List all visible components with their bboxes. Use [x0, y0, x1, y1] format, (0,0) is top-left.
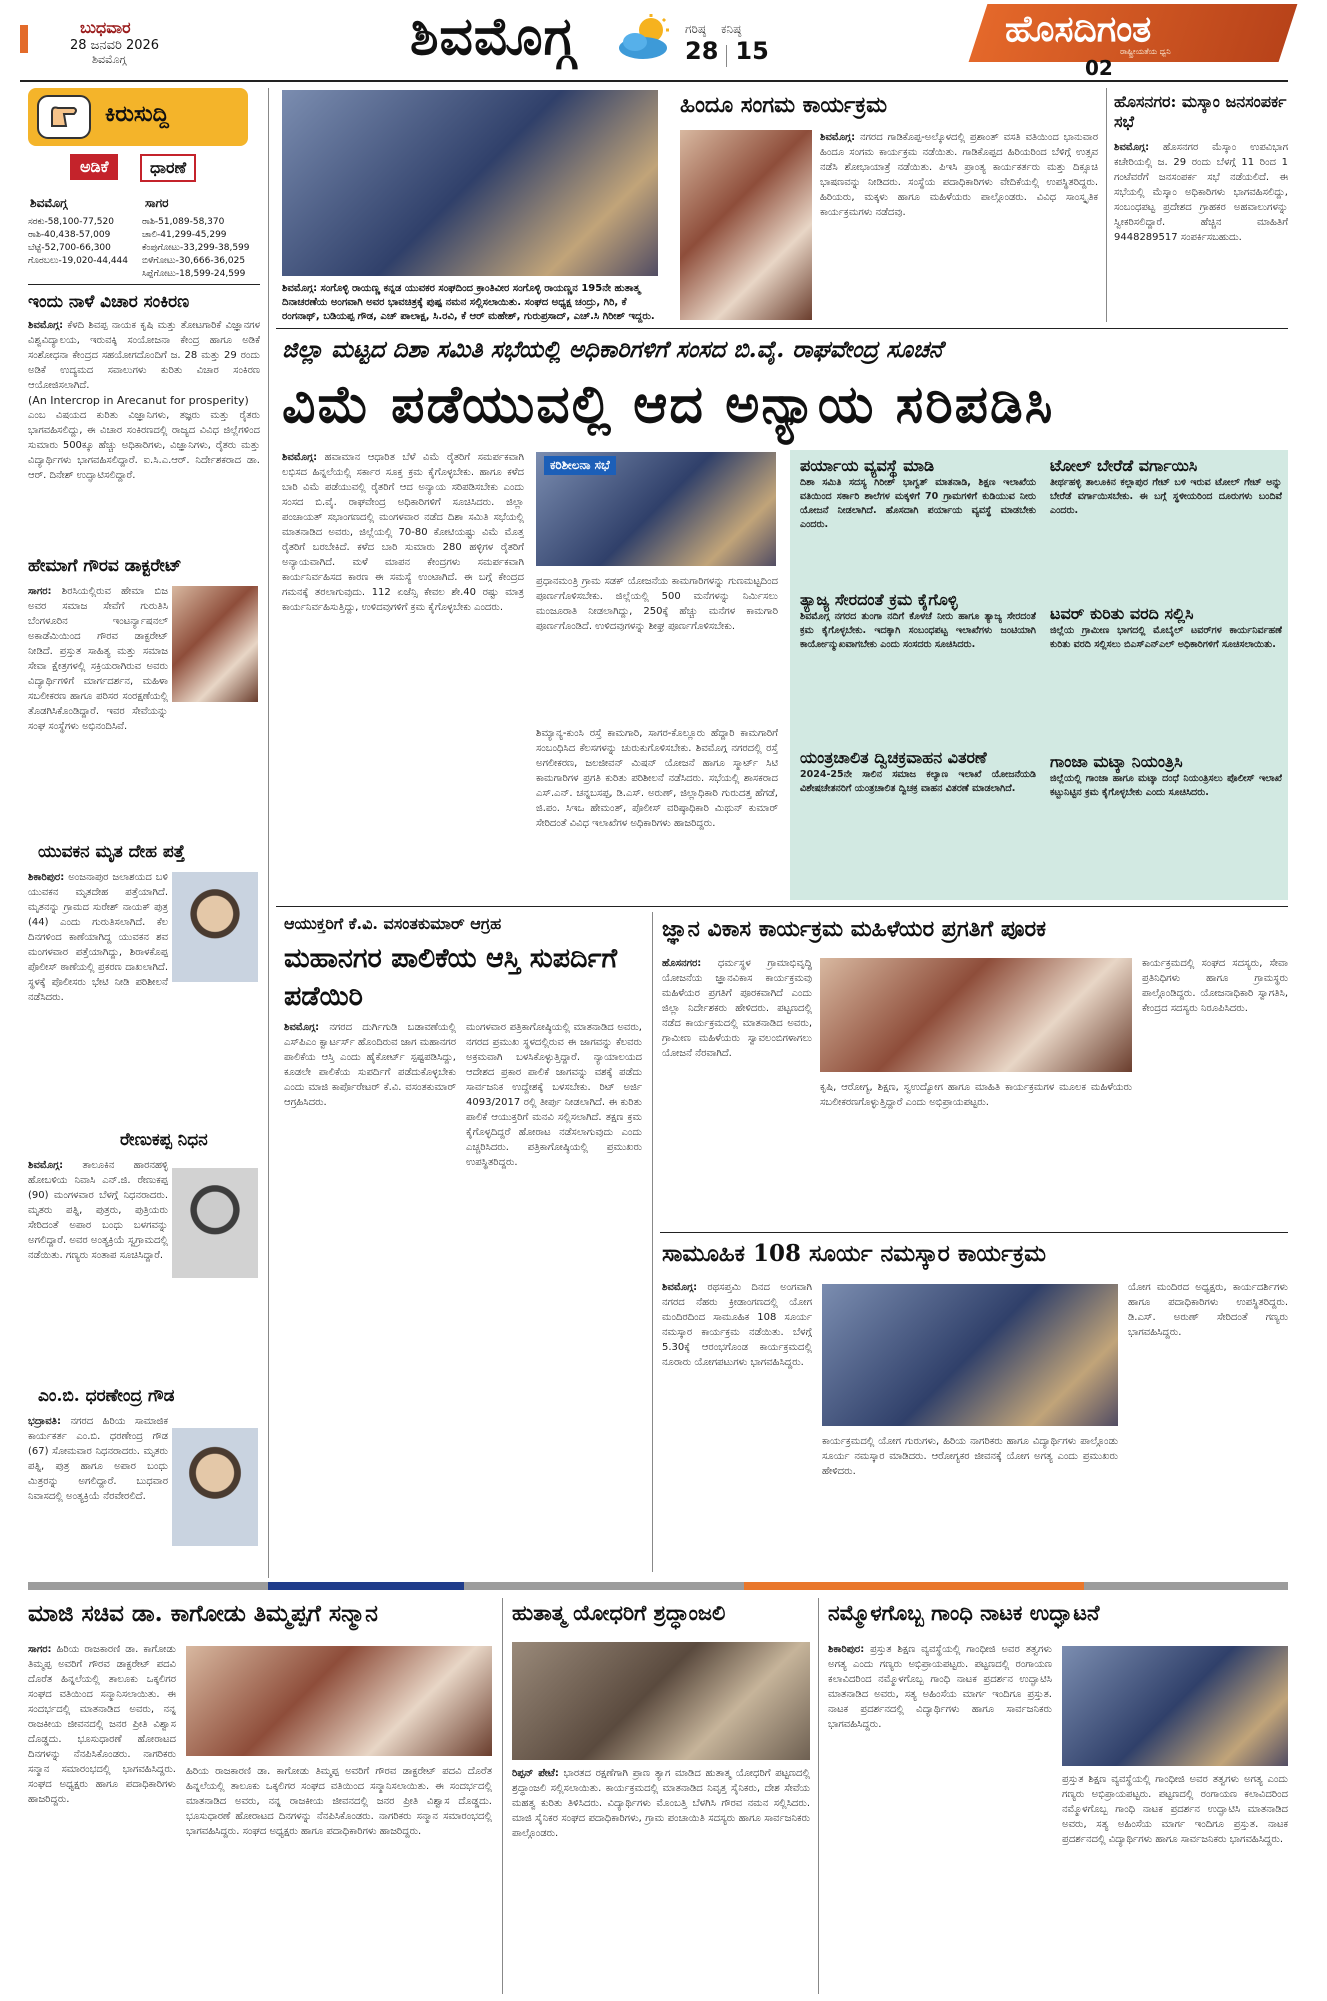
sidebar-head: ತ್ಯಾಜ್ಯ ಸೇರದಂತೆ ಕ್ರಮ ಕೈಗೊಳ್ಳಿ: [800, 590, 958, 609]
story-byline: ಶಿಕಾರಿಪುರ:: [28, 872, 65, 883]
story-text: ಕೃಷಿ, ಆರೋಗ್ಯ, ಶಿಕ್ಷಣ, ಸ್ವಉದ್ಯೋಗ ಹಾಗೂ ಮಾಹಿತಿ ಕಾರ್ಯಕ್ರಮಗಳ ಮೂಲಕ ಮಹಿಳೆಯರು ಸಬಲೀಕರಣಗೊಳ್ಳುತ್ತಿದ್ದಾರೆ ಎಂದು ಅಭಿಪ್ರಾಯಪಟ್ಟರು.: [820, 1082, 1132, 1108]
story-text: ಕಾರ್ಯಕ್ರಮದಲ್ಲಿ ಸಂಘದ ಸದಸ್ಯರು, ಸೇವಾ ಪ್ರತಿನಿಧಿಗಳು ಹಾಗೂ ಗ್ರಾಮಸ್ಥರು ಪಾಲ್ಗೊಂಡಿದ್ದರು. ಯೋಜನಾಧಿಕಾರಿ ಸ್ವಾಗತಿಸಿ, ಕೇಂದ್ರದ ಸದಸ್ಯರು ನಿರೂಪಿಸಿದರು.: [1142, 958, 1288, 1014]
story-byline: ಶಿವಮೊಗ್ಗ:: [28, 320, 64, 331]
story-kicker: ಆಯುಕ್ತರಿಗೆ ಕೆ.ವಿ. ವಸಂತಕುಮಾರ್ ಆಗ್ರಹ: [284, 914, 502, 933]
market-row: ಸರಕು-58,100-77,520: [28, 217, 114, 227]
column-rule: [652, 912, 653, 1572]
market-row: ಬೆಟ್ಟೆ-52,700-66,300: [28, 243, 111, 253]
meeting-banner: ಕರಿಶೀಲನಾ ಸಭೆ: [544, 456, 616, 475]
portrait-photo: [172, 872, 258, 982]
areca-price-label-1: ಅಡಿಕೆ: [70, 154, 118, 180]
story-body-col-1: [662, 956, 812, 1226]
separator-bar: [464, 1582, 744, 1590]
story-english-title: (An Intercrop in Arecanut for prosperity): [28, 394, 249, 407]
story-head: ಹಿಂದೂ ಸಂಗಮ ಕಾರ್ಯಕ್ರಮ: [680, 92, 888, 118]
page-number: 02: [1085, 56, 1113, 80]
story-text: ಯೋಗ ಮಂದಿರದ ಅಧ್ಯಕ್ಷರು, ಕಾರ್ಯದರ್ಶಿಗಳು ಹಾಗೂ ಪದಾಧಿಕಾರಿಗಳು ಉಪಸ್ಥಿತರಿದ್ದರು. ಡಿ.ಎಸ್. ಅರುಣ್ ಸೇರಿದಂತೆ ಗಣ್ಯರು ಭಾಗವಹಿಸಿದ್ದರು.: [1128, 1282, 1288, 1338]
separator-bar: [744, 1582, 1084, 1590]
story-text: ನಗರದ ಹಿರಿಯ ಸಾಮಾಜಿಕ ಕಾರ್ಯಕರ್ತ ಎಂ.ಬಿ. ಧರಣೇಂದ್ರ ಗೌಡ (67) ಸೋಮವಾರ ನಿಧನರಾದರು. ಮೃತರು ಪತ್ನಿ, ಪುತ್ರ ಹಾಗೂ ಅಪಾರ ಬಂಧು ಮಿತ್ರರನ್ನು ಅಗಲಿದ್ದಾರೆ. ಬುಧವಾರ ನಿವಾಸದಲ್ಲಿ ಅಂತ್ಯಕ್ರಿಯೆ ನೆರವೇರಲಿದೆ.: [28, 1416, 168, 1502]
story-body-col-1: [828, 1642, 1052, 1994]
sidebar-text: 2024-25ನೇ ಸಾಲಿನ ಸಮಾಜ ಕಲ್ಯಾಣ ಇಲಾಖೆ ಯೋಜನೆಯಡಿ ವಿಶೇಷಚೇತನರಿಗೆ ಯಂತ್ರಚಾಲಿತ ದ್ವಿಚಕ್ರ ವಾಹನ ವಿತರಣೆ ಮಾಡಲಾಗಿದೆ.: [800, 769, 1036, 794]
sidebar-col-1: [800, 456, 1036, 858]
sidebar-text: ಜಿಲ್ಲೆಯ ಗ್ರಾಮೀಣ ಭಾಗದಲ್ಲಿ ಮೊಬೈಲ್ ಟವರ್‌ಗಳ ಕಾರ್ಯನಿರ್ವಹಣೆ ಕುರಿತು ವರದಿ ಸಲ್ಲಿಸಲು ಬಿಎಸ್ಎನ್ಎಲ್ ಅಧಿಕಾರಿಗಳಿಗೆ ಸೂಚಿಸಲಾಯಿತು.: [1050, 625, 1282, 650]
story-text: ಈ ಕುರಿತು ಪಾಲಿಕೆ ಆಯುಕ್ತರಿಗೆ ಮನವಿ ಸಲ್ಲಿಸಲಾಗಿದೆ. ತಕ್ಷಣ ಕ್ರಮ ಕೈಗೊಳ್ಳದಿದ್ದರೆ ಹೋರಾಟ ನಡೆಸಲಾಗುವುದು ಎಂದು ಎಚ್ಚರಿಸಿದರು. ಪತ್ರಿಕಾಗೋಷ್ಠಿಯಲ್ಲಿ ಪ್ರಮುಖರು ಉಪಸ್ಥಿತರಿದ್ದರು.: [466, 1097, 642, 1168]
separator-bar: [1084, 1582, 1288, 1590]
story-text: ಮಂಗಳವಾರ ಪತ್ರಿಕಾಗೋಷ್ಠಿಯಲ್ಲಿ ಮಾತನಾಡಿದ ಅವರು, ನಗರದ ಪ್ರಮುಖ ಸ್ಥಳದಲ್ಲಿರುವ ಈ ಜಾಗವನ್ನು ಕೆಲವರು ಅಕ್ರಮವಾಗಿ ಬಳಸಿಕೊಳ್ಳುತ್ತಿದ್ದಾರೆ. ನ್ಯಾಯಾಲಯದ ಆದೇಶದ ಪ್ರಕಾರ ಪಾಲಿಕೆ ಜಾಗವನ್ನು ವಶಕ್ಕೆ ಪಡೆದು ಸಾರ್ವಜನಿಕ ಉದ್ದೇಶಕ್ಕೆ ಬಳಸಬೇಕು. ರಿಟ್ ಅರ್ಜಿ 4093/2017 ರಲ್ಲಿ ತೀರ್ಪು ನೀಡಲಾಗಿದೆ.: [466, 1022, 642, 1108]
market-row: ಕೆಂಪುಗೋಟು-33,299-38,599: [142, 243, 250, 253]
sidebar-head: ಗಾಂಜಾ ಮಟ್ಕಾ ನಿಯಂತ್ರಿಸಿ: [1050, 752, 1183, 771]
divider: [276, 328, 1288, 329]
story-body-col-2: [820, 1080, 1132, 1226]
story-head: ಮಹಾನಗರ ಪಾಲಿಕೆಯ ಆಸ್ತಿ ಸುಪರ್ದಿಗೆ ಪಡೆಯಿರಿ: [284, 943, 618, 1012]
story-text: ನಗರದ ಗಾಡಿಕೊಪ್ಪ-ಅಲ್ಕೊಳದಲ್ಲಿ ಪ್ರಶಾಂತ್ ವಸತಿ ವತಿಯಿಂದ ಭಾನುವಾರ ಹಿಂದೂ ಸಂಗಮ ಕಾರ್ಯಕ್ರಮ ನಡೆಯಿತು. ಗಾಡಿಕೊಪ್ಪದ ಹಿರಿಯರಿಂದ ಬೆಳಿಗ್ಗೆ ಉತ್ಸವ ನಡೆಸಿ ಶೋಭಾಯಾತ್ರೆ ನಡೆಯಿತು. ಪಿಇಸಿ ಪ್ರಾಂತ್ಯ ಕಾರ್ಯಕರ್ತರು ಮತ್ತು ದಿಕ್ಸೂಚಿ ಭಾಷಣವನ್ನು ನೀಡಿದರು. ಸಂಸ್ಥೆಯ ಪದಾಧಿಕಾರಿಗಳು ವೇದಿಕೆಯಲ್ಲಿ ಉಪಸ್ಥಿತರಿದ್ದರು. ಹಿರಿಯರು, ಮಕ್ಕಳು ಹಾಗೂ ಮಹಿಳೆಯರು ಪಾಲ್ಗೊಂಡರು. ವಿವಿಧ ಸಾಂಸ್ಕೃತಿಕ ಕಾರ್ಯಕ್ರಮಗಳು ನಡೆದವು.: [820, 132, 1098, 218]
surya-namaskara-photo: [822, 1284, 1118, 1426]
story-text: ರಥಸಪ್ತಮಿ ದಿನದ ಅಂಗವಾಗಿ ನಗರದ ನೆಹರು ಕ್ರೀಡಾಂಗಣದಲ್ಲಿ ಯೋಗ ಮಂದಿರದಿಂದ ಸಾಮೂಹಿಕ 108 ಸೂರ್ಯ ನಮಸ್ಕಾರ ಕಾರ್ಯಕ್ರಮ ನಡೆಯಿತು. ಬೆಳಗ್ಗೆ 5.30ಕ್ಕೆ ಆರಂಭಗೊಂಡ ಕಾರ್ಯಕ್ರಮದಲ್ಲಿ ನೂರಾರು ಯೋಗಪಟುಗಳು ಭಾಗವಹಿಸಿದ್ದರು.: [662, 1282, 812, 1368]
story-head: ಇಂದು ನಾಳೆ ವಿಚಾರ ಸಂಕಿರಣ: [28, 292, 190, 312]
header-date: 28 ಜನವರಿ 2026: [70, 38, 160, 53]
story-byline: ಸಾಗರ:: [28, 586, 52, 597]
story-text: ಪ್ರಧಾನಮಂತ್ರಿ ಗ್ರಾಮ ಸಡಕ್ ಯೋಜನೆಯ ಕಾಮಗಾರಿಗಳನ್ನು ಗುಣಮಟ್ಟದಿಂದ ಪೂರ್ಣಗೊಳಿಸಬೇಕು. ಜಿಲ್ಲೆಯಲ್ಲಿ 500 ಮನೆಗಳನ್ನು ನಿರ್ಮಿಸಲು ಮಂಜೂರಾತಿ ನೀಡಲಾಗಿದ್ದು, 250ಕ್ಕೆ ಹೆಚ್ಚು ಮನೆಗಳ ಕಾಮಗಾರಿ ಪೂರ್ಣಗೊಂಡಿದೆ. ಉಳಿದವುಗಳನ್ನು ಶೀಘ್ರ ಪೂರ್ಣಗೊಳಿಸಬೇಕು.: [536, 576, 778, 632]
story-byline: ಶಿವಮೊಗ್ಗ:: [1114, 142, 1150, 153]
story-text: ಕೆಳದಿ ಶಿವಪ್ಪ ನಾಯಕ ಕೃಷಿ ಮತ್ತು ತೋಟಗಾರಿಕೆ ವಿಜ್ಞಾನಗಳ ವಿಶ್ವವಿದ್ಯಾಲಯ, ಇರುವಕ್ಕಿ ಸಂಯೋಜನಾ ಕೇಂದ್ರ ಹಾಗೂ ಅಡಿಕೆ ಸಂಶೋಧನಾ ಕೇಂದ್ರದ ಸಹಯೋಗದೊಂದಿಗೆ ಜ. 28 ಮತ್ತು 29 ರಂದು ಅಡಿಕೆ ಉದ್ಯಮದ ಸವಾಲುಗಳು ಕುರಿತು ವಿಚಾರ ಸಂಕಿರಣ ಆಯೋಜಿಸಲಾಗಿದೆ.: [28, 320, 260, 391]
lead-body-col-2: [536, 574, 778, 724]
story-text: ಪ್ರಸ್ತುತ ಶಿಕ್ಷಣ ವ್ಯವಸ್ಥೆಯಲ್ಲಿ ಗಾಂಧೀಜಿ ಅವರ ತತ್ವಗಳು ಅಗತ್ಯ ಎಂದು ಗಣ್ಯರು ಅಭಿಪ್ರಾಯಪಟ್ಟರು. ಪಟ್ಟಣದಲ್ಲಿ ರಂಗಾಯಣ ಕಲಾವಿದರಿಂದ ನಮ್ಮೊಳಗೊಬ್ಬ ಗಾಂಧಿ ನಾಟಕ ಪ್ರದರ್ಶನ ಉದ್ಘಾಟಿಸಿ ಮಾತನಾಡಿದ ಅವರು, ಸತ್ಯ ಅಹಿಂಸೆಯ ಮಾರ್ಗ ಇಂದಿಗೂ ಪ್ರಸ್ತುತ. ನಾಟಕ ಪ್ರದರ್ಶನದಲ್ಲಿ ವಿದ್ಯಾರ್ಥಿಗಳು ಹಾಗೂ ಸಾರ್ವಜನಿಕರು ಭಾಗವಹಿಸಿದ್ದರು.: [828, 1644, 1052, 1730]
story-head: ಮಾಜಿ ಸಚಿವ ಡಾ. ಕಾಗೋಡು ತಿಮ್ಮಪ್ಪಗೆ ಸನ್ಮಾನ: [28, 1600, 378, 1627]
jnana-vikasa-photo: [820, 958, 1132, 1072]
hand-pointer-icon: [36, 94, 92, 140]
kagodu-felicitation-photo: [186, 1646, 492, 1756]
sidebar-head: ಪರ್ಯಾಯ ವ್ಯವಸ್ಥೆ ಮಾಡಿ: [800, 456, 935, 475]
story-body: [28, 584, 168, 832]
story-text: ಭಾರತದ ರಕ್ಷಣೆಗಾಗಿ ಪ್ರಾಣ ತ್ಯಾಗ ಮಾಡಿದ ಹುತಾತ್ಮ ಯೋಧರಿಗೆ ಪಟ್ಟಣದಲ್ಲಿ ಶ್ರದ್ಧಾಂಜಲಿ ಸಲ್ಲಿಸಲಾಯಿತು. ಕಾರ್ಯಕ್ರಮದಲ್ಲಿ ಮಾತನಾಡಿದ ನಿವೃತ್ತ ಸೈನಿಕರು, ದೇಶ ಸೇವೆಯ ಮಹತ್ವ ಕುರಿತು ತಿಳಿಸಿದರು. ವಿದ್ಯಾರ್ಥಿಗಳು ಮೊಂಬತ್ತಿ ಬೆಳಗಿಸಿ ಗೌರವ ನಮನ ಸಲ್ಲಿಸಿದರು. ಮಾಜಿ ಸೈನಿಕರ ಸಂಘದ ಪದಾಧಿಕಾರಿಗಳು, ಗ್ರಾಮ ಪಂಚಾಯಿತಿ ಸದಸ್ಯರು ಹಾಗೂ ಸಾರ್ವಜನಿಕರು ಪಾಲ್ಗೊಂಡರು.: [512, 1768, 810, 1839]
hindu-sangama-photo: [680, 130, 812, 320]
story-byline: ಶಿವಮೊಗ್ಗ:: [282, 452, 318, 463]
photo-caption: ಶಿವಮೊಗ್ಗ: ಸಂಗೊಳ್ಳಿ ರಾಯಣ್ಣ ಕನ್ನಡ ಯುವಕರ ಸಂಘದಿಂದ ಕ್ರಾಂತಿವೀರ ಸಂಗೊಳ್ಳಿ ರಾಯಣ್ಣನ 195ನೇ ಹುತಾತ್ಮ ದಿನಾಚರಣೆಯ ಅಂಗವಾಗಿ ಅವರ ಭಾವಚಿತ್ರಕ್ಕೆ ಪುಷ್ಪ ನಮನ ಸಲ್ಲಿಸಲಾಯಿತು. ಸಂಘದ ಅಧ್ಯಕ್ಷ ಚಂದ್ರು, ಗಿರಿ, ಕೆ ರಂಗನಾಥ್, ಬಡಿಯಪ್ಪ ಗೌಡ, ಎಚ್ ಪಾಲಾಕ್ಷ, ಸಿ.ರವಿ, ಕೆ ಆರ್ ಮಹೇಶ್, ಗುರುಪ್ರಸಾದ್, ಎಚ್.ಸಿ ಗಿರೀಶ್ ಇದ್ದರು.: [282, 283, 655, 322]
market-city-1: ಶಿವಮೊಗ್ಗ: [30, 196, 68, 210]
sidebar-text: ತೀರ್ಥಹಳ್ಳಿ ತಾಲೂಕಿನ ಕಲ್ಲಾಪುರ ಗೇಟ್ ಬಳಿ ಇರುವ ಟೋಲ್ ಗೇಟ್ ಅನ್ನು ಬೇರೆಡೆ ವರ್ಗಾಯಿಸಬೇಕು. ಈ ಬಗ್ಗೆ ಸ್ಥಳೀಯರಿಂದ ದೂರುಗಳು ಬಂದಿವೆ ಎಂದರು.: [1050, 477, 1282, 516]
market-row: ಚಾಲಿ-41,299-45,299: [142, 230, 227, 240]
story-body: [28, 1158, 168, 1380]
lead-body-col-3: [536, 726, 778, 898]
story-body: [28, 870, 168, 1124]
header-city: ಶಿವಮೊಗ್ಗ: [92, 53, 127, 66]
story-byline: ಶಿವಮೊಗ್ಗ:: [662, 1282, 698, 1293]
lead-headline: ವಿಮೆ ಪಡೆಯುವಲ್ಲಿ ಆದ ಅನ್ಯಾಯ ಸರಿಪಡಿಸಿ: [282, 374, 1055, 435]
masthead-title: ಶಿವಮೊಗ್ಗ: [410, 6, 576, 67]
gandhi-drama-photo: [1062, 1646, 1288, 1766]
column-rule: [1106, 88, 1107, 322]
story-body: [512, 1766, 810, 1994]
story-head: ನಮ್ಮೊಳಗೊಬ್ಬ ಗಾಂಧಿ ನಾಟಕ ಉದ್ಘಾಟನೆ: [828, 1600, 1100, 1625]
divider: [276, 906, 1288, 907]
sidebar-text: ದಿಶಾ ಸಮಿತಿ ಸದಸ್ಯ ಗಿರೀಶ್ ಭಾಗ್ವತ್ ಮಾತನಾಡಿ, ಶಿಕ್ಷಣ ಇಲಾಖೆಯ ವತಿಯಿಂದ ಸರ್ಕಾರಿ ಶಾಲೆಗಳ ಮಕ್ಕಳಿಗೆ 70 ಗ್ರಾಮಗಳಿಗೆ ಕುಡಿಯುವ ನೀರು ಯೋಜನೆ ನೀಡಲಾಗಿದೆ. ಹೊಸದಾಗಿ ಪರ್ಯಾಯ ವ್ಯವಸ್ಥೆ ಮಾಡಬೇಕು ಎಂದರು.: [800, 477, 1036, 530]
rayanna-event-photo: [282, 90, 658, 276]
market-row: ರಾಶಿ-40,438-57,009: [28, 230, 111, 240]
brand-tagline: ರಾಷ್ಟ್ರೀಯತೆಯ ಧ್ವನಿ: [1120, 47, 1171, 56]
story-text: ಹಿರಿಯ ರಾಜಕಾರಣಿ ಡಾ. ಕಾಗೋಡು ತಿಮ್ಮಪ್ಪ ಅವರಿಗೆ ಗೌರವ ಡಾಕ್ಟರೇಟ್ ಪದವಿ ದೊರೆತ ಹಿನ್ನಲೆಯಲ್ಲಿ ತಾಲೂಕು ಒಕ್ಕಲಿಗರ ಸಂಘದ ವತಿಯಿಂದ ಸನ್ಮಾನಿಸಲಾಯಿತು. ಈ ಸಂದರ್ಭದಲ್ಲಿ ಮಾತನಾಡಿದ ಅವರು, ನನ್ನ ರಾಜಕೀಯ ಜೀವನದಲ್ಲಿ ಜನರ ಪ್ರೀತಿ ವಿಶ್ವಾಸ ದೊಡ್ಡದು. ಭೂಸುಧಾರಣೆ ಹೋರಾಟದ ದಿನಗಳನ್ನು ನೆನಪಿಸಿಕೊಂಡರು. ನಾಗರಿಕರು ಸನ್ಮಾನ ಸಮಾರಂಭದಲ್ಲಿ ಭಾಗವಹಿಸಿದ್ದರು. ಸಂಘದ ಅಧ್ಯಕ್ಷರು ಹಾಗೂ ಪದಾಧಿಕಾರಿಗಳು ಹಾಜರಿದ್ದರು.: [186, 1766, 492, 1837]
column-rule: [818, 1598, 819, 1994]
market-prices-2: [142, 216, 262, 281]
temp-min: 15: [735, 37, 769, 65]
separator-bar: [268, 1582, 464, 1590]
market-row: ಬಿಳೆಗೋಟು-30,666-36,025: [142, 256, 246, 266]
story-byline: ಶಿವಮೊಗ್ಗ:: [820, 132, 856, 143]
sidebar-text: ಜಿಲ್ಲೆಯಲ್ಲಿ ಗಾಂಜಾ ಹಾಗೂ ಮಟ್ಕಾ ದಂಧೆ ನಿಯಂತ್ರಿಸಲು ಪೊಲೀಸ್ ಇಲಾಖೆ ಕಟ್ಟುನಿಟ್ಟಿನ ಕ್ರಮ ಕೈಗೊಳ್ಳಬೇಕು ಎಂದು ಸೂಚಿಸಿದರು.: [1050, 773, 1282, 798]
story-head: ಸಾಮೂಹಿಕ 108 ಸೂರ್ಯ ನಮಸ್ಕಾರ ಕಾರ್ಯಕ್ರಮ: [662, 1240, 1047, 1267]
story-text: ಶಿರಸಿಯಲ್ಲಿರುವ ಹೇಮಾ ಬಿಜ ಅವರ ಸಮಾಜ ಸೇವೆಗೆ ಗುರುತಿಸಿ ಬೆಂಗಳೂರಿನ ಇಂಟರ್ನ್ಯಾಷನಲ್ ಅಕಾಡೆಮಿಯಿಂದ ಗೌರವ ಡಾಕ್ಟರೇಟ್ ನೀಡಿದೆ. ಪ್ರಸ್ತುತ ಸಾಹಿತ್ಯ ಮತ್ತು ಸಮಾಜ ಸೇವಾ ಕ್ಷೇತ್ರಗಳಲ್ಲಿ ಸಕ್ರಿಯರಾಗಿರುವ ಅವರು ವಿದ್ಯಾರ್ಥಿಗಳಿಗೆ ಮಾರ್ಗದರ್ಶನ, ಮಹಿಳಾ ಸಬಲೀಕರಣ ಹಾಗೂ ಪರಿಸರ ಸಂರಕ್ಷಣೆಯಲ್ಲಿ ತೊಡಗಿಸಿಕೊಂಡಿದ್ದಾರೆ. ಇವರ ಸೇವೆಯನ್ನು ಸಂಘ ಸಂಸ್ಥೆಗಳು ಅಭಿನಂದಿಸಿವೆ.: [28, 586, 168, 732]
story-body: [28, 1414, 168, 1570]
sidebar-text: ಶಿವಮೊಗ್ಗ ನಗರದ ತುಂಗಾ ನದಿಗೆ ಕೊಳಚೆ ನೀರು ಹಾಗೂ ತ್ಯಾಜ್ಯ ಸೇರದಂತೆ ಕ್ರಮ ಕೈಗೊಳ್ಳಬೇಕು. ಇದಕ್ಕಾಗಿ ಸಂಬಂಧಪಟ್ಟ ಇಲಾಖೆಗಳು ಜಂಟಿಯಾಗಿ ಕಾರ್ಯೋನ್ಮುಖವಾಗಬೇಕು ಎಂದು ಸಂಸದರು ಸೂಚಿಸಿದರು.: [800, 611, 1036, 650]
temp-max: 28: [685, 37, 719, 65]
header-dateline: [20, 18, 380, 67]
divider: [660, 1232, 1288, 1233]
story-byline: ಶಿವಮೊಗ್ಗ:: [284, 1022, 320, 1033]
story-text: ಧರ್ಮಸ್ಥಳ ಗ್ರಾಮಾಭಿವೃದ್ಧಿ ಯೋಜನೆಯ ಜ್ಞಾನವಿಕಾಸ ಕಾರ್ಯಕ್ರಮವು ಮಹಿಳೆಯರ ಪ್ರಗತಿಗೆ ಪೂರಕವಾಗಿದೆ ಎಂದು ಜಿಲ್ಲಾ ನಿರ್ದೇಶಕರು ಹೇಳಿದರು. ಪಟ್ಟಣದಲ್ಲಿ ನಡೆದ ಕಾರ್ಯಕ್ರಮದಲ್ಲಿ ಮಾತನಾಡಿದ ಅವರು, ಗ್ರಾಮೀಣ ಮಹಿಳೆಯರು ಸ್ವಾವಲಂಬಿಗಳಾಗಲು ಯೋಜನೆ ನೆರವಾಗಿದೆ.: [662, 958, 812, 1059]
divider: [28, 284, 260, 285]
story-head: ರೇಣುಕಪ್ಪ ನಿಧನ: [120, 1130, 208, 1150]
sidebar-head: ಟೋಲ್ ಬೇರೆಡೆ ವರ್ಗಾಯಿಸಿ: [1050, 456, 1198, 475]
story-body-col-3: [1142, 956, 1288, 1226]
column-rule: [502, 1598, 503, 1994]
story-text: ತಾಲೂಕಿನ ಹಾರನಹಳ್ಳಿ ಹೋಬಳಿಯ ನಿವಾಸಿ ಎನ್.ಜಿ. ರೇಣುಕಪ್ಪ (90) ಮಂಗಳವಾರ ಬೆಳಗ್ಗೆ ನಿಧನರಾದರು. ಮೃತರು ಪತ್ನಿ, ಪುತ್ರರು, ಪುತ್ರಿಯರು ಸೇರಿದಂತೆ ಅಪಾರ ಬಂಧು ಬಳಗವನ್ನು ಅಗಲಿದ್ದಾರೆ. ಅವರ ಅಂತ್ಯಕ್ರಿಯೆ ಸ್ವಗ್ರಾಮದಲ್ಲಿ ನಡೆಯಿತು. ಗಣ್ಯರು ಸಂತಾಪ ಸೂಚಿಸಿದ್ದಾರೆ.: [28, 1160, 168, 1261]
story-body-col-2: [466, 1020, 642, 1568]
story-body: [1114, 140, 1288, 322]
column-rule: [268, 88, 269, 1578]
market-city-2: ಸಾಗರ: [145, 196, 169, 210]
portrait-photo: [172, 586, 258, 702]
story-body-col-2: [1062, 1772, 1288, 1994]
portrait-photo: [172, 1428, 258, 1546]
sidebar-col-2: [1050, 456, 1282, 872]
market-row: ರಾಶಿ-51,089-58,370: [142, 217, 225, 227]
story-body-col-3: [1128, 1280, 1288, 1568]
sidebar-head: ಟವರ್ ಕುರಿತು ವರದಿ ಸಲ್ಲಿಸಿ: [1050, 604, 1194, 623]
temp-min-label: ಕನಿಷ್ಠ: [721, 22, 742, 36]
weather-sun-cloud-icon: [615, 14, 677, 60]
story-head: ಹುತಾತ್ಮ ಯೋಧರಿಗೆ ಶ್ರದ್ಧಾಂಜಲಿ: [512, 1600, 726, 1625]
story-head: ಯುವಕನ ಮೃತ ದೇಹ ಪತ್ತೆ: [38, 842, 185, 862]
story-text: ನಗರದ ದುರ್ಗಿಗುಡಿ ಬಡಾವಣೆಯಲ್ಲಿ ಎಸ್‌ಪಿಎಂ ಕ್ವಾರ್ಟರ್ಸ್‌ ಹೊಂದಿರುವ ಜಾಗ ಮಹಾನಗರ ಪಾಲಿಕೆಯ ಆಸ್ತಿ ಎಂದು ಹೈಕೋರ್ಟ್ ಸ್ಪಷ್ಟಪಡಿಸಿದ್ದು, ಕೂಡಲೇ ಪಾಲಿಕೆಯ ಸುಪರ್ದಿಗೆ ಪಡೆದುಕೊಳ್ಳಬೇಕು ಎಂದು ಮಾಜಿ ಕಾರ್ಪೊರೇಟರ್ ಕೆ.ವಿ. ವಸಂತಕುಮಾರ್ ಆಗ್ರಹಿಸಿದರು.: [284, 1022, 456, 1108]
story-byline: ಶಿವಮೊಗ್ಗ:: [28, 1160, 64, 1171]
kiru-suddi-title: ಕಿರುಸುದ್ದಿ: [105, 102, 169, 127]
story-text: ಎಂಬ ವಿಷಯದ ಕುರಿತು ವಿಜ್ಞಾನಿಗಳು, ತಜ್ಞರು ಮತ್ತು ರೈತರು ಭಾಗವಹಿಸಲಿದ್ದು, ಈ ವಿಚಾರ ಸಂಕಿರಣದಲ್ಲಿ ರಾಜ್ಯದ ವಿವಿಧ ಜಿಲ್ಲೆಗಳಿಂದ ಸುಮಾರು 500ಕ್ಕೂ ಹೆಚ್ಚು ಅಧಿಕಾರಿಗಳು, ವಿಜ್ಞಾನಿಗಳು, ರೈತರು ಮತ್ತು ವಿದ್ಯಾರ್ಥಿಗಳು ಭಾಗವಹಿಸಲಿದ್ದಾರೆ. ಐ.ಸಿ.ಎ.ಆರ್. ನಿರ್ದೇಶಕರಾದ ಡಾ. ಆರ್. ದಿನೇಶ್ ಉದ್ಘಾಟಿಸಲಿದ್ದಾರೆ.: [28, 410, 260, 481]
story-text: ಪ್ರಸ್ತುತ ಶಿಕ್ಷಣ ವ್ಯವಸ್ಥೆಯಲ್ಲಿ ಗಾಂಧೀಜಿ ಅವರ ತತ್ವಗಳು ಅಗತ್ಯ ಎಂದು ಗಣ್ಯರು ಅಭಿಪ್ರಾಯಪಟ್ಟರು. ಪಟ್ಟಣದಲ್ಲಿ ರಂಗಾಯಣ ಕಲಾವಿದರಿಂದ ನಮ್ಮೊಳಗೊಬ್ಬ ಗಾಂಧಿ ನಾಟಕ ಪ್ರದರ್ಶನ ಉದ್ಘಾಟಿಸಿ ಮಾತನಾಡಿದ ಅವರು, ಸತ್ಯ ಅಹಿಂಸೆಯ ಮಾರ್ಗ ಇಂದಿಗೂ ಪ್ರಸ್ತುತ. ನಾಟಕ ಪ್ರದರ್ಶನದಲ್ಲಿ ವಿದ್ಯಾರ್ಥಿಗಳು ಹಾಗೂ ಸಾರ್ವಜನಿಕರು ಭಾಗವಹಿಸಿದ್ದರು.: [1062, 1774, 1288, 1845]
portrait-photo: [172, 1168, 258, 1278]
temperature-block: [685, 22, 769, 67]
martyrs-tribute-photo: [512, 1642, 810, 1760]
story-text: ಹೊಸನಗರ ಮೆಸ್ಕಾಂ ಉಪವಿಭಾಗ ಕಚೇರಿಯಲ್ಲಿ ಜ. 29 ರಂದು ಬೆಳಗ್ಗೆ 11 ರಿಂದ 1 ಗಂಟೆವರೆಗೆ ಜನಸಂಪರ್ಕ ಸಭೆ ನಡೆಯಲಿದೆ. ಈ ಸಭೆಯಲ್ಲಿ ಮೆಸ್ಕಾಂ ಅಧಿಕಾರಿಗಳು ಭಾಗವಹಿಸಲಿದ್ದು, ಸಂಬಂಧಪಟ್ಟ ಪ್ರದೇಶದ ಗ್ರಾಹಕರ ಅಹವಾಲುಗಳನ್ನು ಸ್ವೀಕರಿಸಲಿದ್ದಾರೆ. ಹೆಚ್ಚಿನ ಮಾಹಿತಿಗೆ 9448289517 ಸಂಪರ್ಕಿಸಬಹುದು.: [1114, 142, 1288, 243]
story-head: ಜ್ಞಾನ ವಿಕಾಸ ಕಾರ್ಯಕ್ರಮ ಮಹಿಳೆಯರ ಪ್ರಗತಿಗೆ ಪೂರಕ: [662, 916, 1047, 942]
story-body-col-2: [186, 1764, 492, 1994]
story-body: [28, 318, 260, 550]
brand-logo: ಹೊಸದಿಗಂತ: [1005, 8, 1152, 50]
story-text: ಕಾರ್ಯಕ್ರಮದಲ್ಲಿ ಯೋಗ ಗುರುಗಳು, ಹಿರಿಯ ನಾಗರಿಕರು ಹಾಗೂ ವಿದ್ಯಾರ್ಥಿಗಳು ಪಾಲ್ಗೊಂಡು ಸೂರ್ಯ ನಮಸ್ಕಾರ ಮಾಡಿದರು. ಆರೋಗ್ಯಕರ ಜೀವನಕ್ಕೆ ಯೋಗ ಅಗತ್ಯ ಎಂದು ಪ್ರಮುಖರು ಹೇಳಿದರು.: [822, 1436, 1118, 1477]
story-head: ಎಂ.ಬಿ. ಧರಣೇಂದ್ರ ಗೌಡ: [38, 1386, 175, 1406]
header-rule: [20, 80, 1288, 82]
market-row: ಗೊರಬಲು-19,020-44,444: [28, 256, 128, 266]
story-byline: ಸಾಗರ:: [28, 1644, 52, 1655]
story-head: ಹೊಸನಗರ: ಮಸ್ಕಾಂ ಜನಸಂಪರ್ಕ ಸಭೆ: [1114, 92, 1287, 131]
temp-max-label: ಗರಿಷ್ಠ: [685, 22, 706, 36]
story-byline: ಶಿಕಾರಿಪುರ:: [828, 1644, 865, 1655]
story-body-col-1: [662, 1280, 812, 1568]
story-text: ಹವಾಮಾನ ಆಧಾರಿತ ಬೆಳೆ ವಿಮೆ ರೈತರಿಗೆ ಸಮರ್ಪಕವಾಗಿ ಲಭಿಸದ ಹಿನ್ನಲೆಯಲ್ಲಿ ಸರ್ಕಾರ ಸೂಕ್ತ ಕ್ರಮ ಕೈಗೊಳ್ಳಬೇಕು. ಹಾಗೂ ಕಳೆದ ಬಾರಿ ವಿಮೆ ಪಡೆಯುವಲ್ಲಿ ರೈತರಿಗೆ ಆದ ಅನ್ಯಾಯ ಸರಿಪಡಿಸಬೇಕು ಎಂದು ಸಂಸದ ಬಿ.ವೈ. ರಾಘವೇಂದ್ರ ಅಧಿಕಾರಿಗಳಿಗೆ ಸೂಚಿಸಿದರು. ಜಿಲ್ಲಾ ಪಂಚಾಯತ್ ಸಭಾಂಗಣದಲ್ಲಿ ಮಂಗಳವಾರ ನಡೆದ ದಿಶಾ ಸಮಿತಿ ಸಭೆಯಲ್ಲಿ ಮಾತನಾಡಿದ ಅವರು, ಜಿಲ್ಲೆಯಲ್ಲಿ 70-80 ಕೋಟಿಯಷ್ಟು ವಿಮೆ ಮೊತ್ತ ರೈತರಿಗೆ ಬರಬೇಕಿದೆ. ಕಳೆದ ಬಾರಿ ಸುಮಾರು 280 ಹಳ್ಳಿಗಳ ರೈತರಿಗೆ ಅನ್ಯಾಯವಾಗಿದೆ. ಮಳೆ ಮಾಪನ ಕೇಂದ್ರಗಳು ಸಮರ್ಪಕವಾಗಿ ಕಾರ್ಯನಿರ್ವಹಿಸದ ಕಾರಣ ಈ ಸಮಸ್ಯೆ ಉಂಟಾಗಿದೆ. ಈ ಬಗ್ಗೆ ಕೇಂದ್ರದ ಗಮನಕ್ಕೆ ತರಲಾಗುವುದು. 112 ಏಜೆನ್ಸಿ ಕೇವಲ ಶೇ.40 ರಷ್ಟು ಮಾತ್ರ ಕಾರ್ಯನಿರ್ವಹಿಸುತ್ತಿದ್ದು, ಉಳಿದವುಗಳಿಗೆ ಕ್ರಮ ಕೈಗೊಳ್ಳಬೇಕು ಎಂದರು.: [282, 452, 524, 613]
story-text: ಹಿರಿಯ ರಾಜಕಾರಣಿ ಡಾ. ಕಾಗೋಡು ತಿಮ್ಮಪ್ಪ ಅವರಿಗೆ ಗೌರವ ಡಾಕ್ಟರೇಟ್ ಪದವಿ ದೊರೆತ ಹಿನ್ನಲೆಯಲ್ಲಿ ತಾಲೂಕು ಒಕ್ಕಲಿಗರ ಸಂಘದ ವತಿಯಿಂದ ಸನ್ಮಾನಿಸಲಾಯಿತು. ಈ ಸಂದರ್ಭದಲ್ಲಿ ಮಾತನಾಡಿದ ಅವರು, ನನ್ನ ರಾಜಕೀಯ ಜೀವನದಲ್ಲಿ ಜನರ ಪ್ರೀತಿ ವಿಶ್ವಾಸ ದೊಡ್ಡದು. ಭೂಸುಧಾರಣೆ ಹೋರಾಟದ ದಿನಗಳನ್ನು ನೆನಪಿಸಿಕೊಂಡರು. ನಾಗರಿಕರು ಸನ್ಮಾನ ಸಮಾರಂಭದಲ್ಲಿ ಭಾಗವಹಿಸಿದ್ದರು. ಸಂಘದ ಅಧ್ಯಕ್ಷರು ಹಾಗೂ ಪದಾಧಿಕಾರಿಗಳು ಹಾಜರಿದ್ದರು.: [28, 1644, 176, 1805]
story-body: [820, 130, 1098, 322]
story-text: ಶಿಮ್ಯಾನ್ಯ-ಕುಂಸಿ ರಸ್ತೆ ಕಾಮಗಾರಿ, ಸಾಗರ-ಕೊಲ್ಲೂರು ಹೆದ್ದಾರಿ ಕಾಮಗಾರಿಗೆ ಸಂಬಂಧಿಸಿದ ಕೆಲಸಗಳನ್ನು ಚುರುಕುಗೊಳಿಸಬೇಕು. ಶಿವಮೊಗ್ಗ ನಗರದಲ್ಲಿ ರಸ್ತೆ ಅಗಲೀಕರಣ, ಜಲಜೀವನ್ ಮಿಷನ್ ಯೋಜನೆ ಹಾಗೂ ಸ್ಮಾರ್ಟ್ ಸಿಟಿ ಕಾಮಗಾರಿಗಳ ಪ್ರಗತಿ ಕುರಿತು ಪರಿಶೀಲನೆ ನಡೆಸಿದರು.: [536, 728, 778, 784]
sidebar-head: ಯಂತ್ರಚಾಲಿತ ದ್ವಿಚಕ್ರವಾಹನ ವಿತರಣೆ: [800, 748, 987, 767]
header-day: ಬುಧವಾರ: [80, 18, 131, 37]
separator-bar: [28, 1582, 268, 1590]
lead-kicker: ಜಿಲ್ಲಾ ಮಟ್ಟದ ದಿಶಾ ಸಮಿತಿ ಸಭೆಯಲ್ಲಿ ಅಧಿಕಾರಿಗಳಿಗೆ ಸಂಸದ ಬಿ.ವೈ. ರಾಘವೇಂದ್ರ ಸೂಚನೆ: [282, 336, 943, 363]
story-byline: ಹೊಸನಗರ:: [662, 958, 702, 969]
areca-price-label-2: ಧಾರಣೆ: [140, 154, 196, 182]
story-body-col-1: [28, 1642, 176, 1994]
story-body-col-1: [284, 1020, 456, 1568]
lead-body-col-1: [282, 450, 524, 900]
story-byline: ಭದ್ರಾವತಿ:: [28, 1416, 61, 1427]
story-body-col-2: [822, 1434, 1118, 1568]
story-text: ಅಂಜನಾಪುರ ಜಲಾಶಯದ ಬಳಿ ಯುವಕನ ಮೃತದೇಹ ಪತ್ತೆಯಾಗಿದೆ. ಮೃತನನ್ನು ಗ್ರಾಮದ ಸುರೇಶ್ ನಾಯಕ್ ಪುತ್ರ (44) ಎಂದು ಗುರುತಿಸಲಾಗಿದೆ. ಕೆಲ ದಿನಗಳಿಂದ ಕಾಣೆಯಾಗಿದ್ದ ಯುವಕನ ಶವ ಮಂಗಳವಾರ ಪತ್ತೆಯಾಗಿದ್ದು, ಶಿರಾಳಕೊಪ್ಪ ಪೊಲೀಸ್ ಠಾಣೆಯಲ್ಲಿ ಪ್ರಕರಣ ದಾಖಲಾಗಿದೆ. ಸ್ಥಳಕ್ಕೆ ಪೊಲೀಸರು ಭೇಟಿ ನೀಡಿ ಪರಿಶೀಲನೆ ನಡೆಸಿದರು.: [28, 872, 168, 1003]
story-head: ಹೇಮಾಗೆ ಗೌರವ ಡಾಕ್ಟರೇಟ್: [28, 556, 182, 576]
story-text: ಸಭೆಯಲ್ಲಿ ಶಾಸಕರಾದ ಎಸ್.ಎನ್. ಚನ್ನಬಸಪ್ಪ, ಡಿ.ಎಸ್. ಅರುಣ್, ಜಿಲ್ಲಾಧಿಕಾರಿ ಗುರುದತ್ತ ಹೆಗಡೆ, ಜಿ.ಪಂ. ಸಿಇಒ ಹೇಮಂತ್, ಪೊಲೀಸ್ ವರಿಷ್ಠಾಧಿಕಾರಿ ಮಿಥುನ್ ಕುಮಾರ್ ಸೇರಿದಂತೆ ವಿವಿಧ ಇಲಾಖೆಗಳ ಅಧಿಕಾರಿಗಳು ಹಾಜರಿದ್ದರು.: [536, 773, 778, 829]
story-byline: ರಿಪ್ಪನ್ ಪೇಟೆ:: [512, 1768, 559, 1779]
market-row: ಸಿಪ್ಪೆಗೋಟು-18,599-24,599: [142, 269, 246, 279]
market-prices-1: [28, 216, 140, 268]
